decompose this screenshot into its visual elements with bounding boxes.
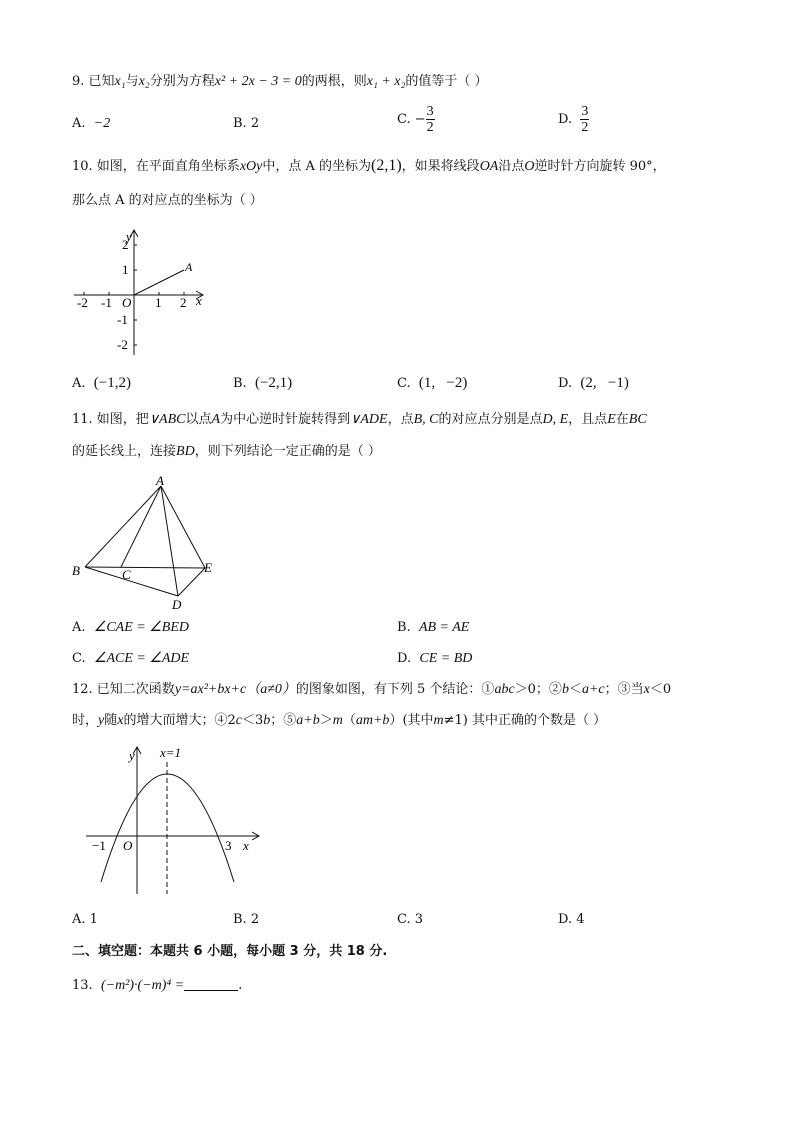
- vertex-a-label: A: [156, 474, 164, 488]
- y-axis-label: y: [129, 748, 135, 763]
- q9-option-a[interactable]: A. −2: [72, 116, 111, 131]
- left-root-label: −1: [92, 838, 106, 853]
- origin-label: O: [122, 295, 132, 310]
- q10-coordinate-graph: [70, 225, 210, 360]
- q10-option-a[interactable]: A. (−1,2): [72, 375, 131, 391]
- x-tick-label: 1: [155, 295, 162, 310]
- q12-option-a[interactable]: A. 1: [72, 912, 98, 927]
- x-tick-label: 2: [180, 295, 187, 310]
- q10-stem-line1: 10. 如图，在平面直角坐标系xOy中，点 A 的坐标为(2,1)，如果将线段OA沿点O逆时针方向旋转 90°，: [72, 157, 666, 174]
- q10-option-c[interactable]: C. (1, −2): [397, 375, 468, 391]
- q11-stem-line2: 的延长线上，连接BD，则下列结论一定正确的是（ ）: [72, 444, 381, 459]
- q9-x1: x₁: [114, 74, 126, 89]
- q13-stem: 13. (−m²)·(−m)⁴ = .: [72, 978, 243, 993]
- x-axis-label: x: [196, 293, 202, 308]
- q11-stem-line1: 11. 如图，把∨ABC以点A为中心逆时针旋转得到∨ADE，点B, C的对应点分别是点D, E，且点E在BC: [72, 412, 647, 427]
- y-axis-label: y: [126, 229, 132, 244]
- q11-triangle-figure: [68, 474, 228, 614]
- x-tick-label: -2: [77, 295, 88, 310]
- y-tick-label: 1: [122, 262, 129, 277]
- q11-option-a[interactable]: A. ∠CAE = ∠BED: [72, 620, 190, 635]
- segment-ab: [85, 486, 161, 567]
- q10-option-b[interactable]: B. (−2,1): [233, 375, 293, 391]
- q9-option-b[interactable]: B. 2: [233, 116, 260, 131]
- vertex-e-label: E: [204, 560, 212, 575]
- origin-label: O: [123, 838, 133, 853]
- q12-parabola-graph: [82, 740, 267, 900]
- vertex-c-label: C: [122, 567, 131, 582]
- vertex-b-label: B: [72, 563, 80, 578]
- q9-expr: x₁ + x₂: [366, 74, 406, 89]
- point-a-label: A: [185, 260, 193, 274]
- q13-expression: (−m²)·(−m)⁴ =: [100, 978, 185, 993]
- q12-stem-line2: 时，y随x的增大而增大；④2c＜3b；⑤a+b＞m（am+b）(其中m≠1) 其中正确的个数是（ ）: [72, 713, 607, 728]
- q9-option-d[interactable]: D. $\frac{3}{2}$: [558, 104, 589, 135]
- fraction: $\frac{3}{2}$: [581, 104, 589, 135]
- segment-oa: [134, 270, 184, 295]
- x-tick-label: -1: [101, 295, 112, 310]
- q11-option-b[interactable]: B. AB = AE: [397, 620, 470, 635]
- vertex-d-label: D: [172, 597, 182, 612]
- q12-option-d[interactable]: D. 4: [558, 912, 585, 927]
- segment-ac: [121, 486, 161, 567]
- symmetry-axis-label: x=1: [160, 745, 182, 760]
- answer-blank[interactable]: [184, 976, 238, 991]
- section-title: 二、填空题：本题共 6 小题，每小题 3 分，共 18 分.: [72, 944, 388, 959]
- q11-option-c[interactable]: C. ∠ACE = ∠ADE: [72, 651, 190, 666]
- q12-stem-line1: 12. 已知二次函数y=ax²+bx+c（a≠0）的图象如图，有下列 5 个结论：①abc＞0；②b＜a+c；③当x＜0: [72, 682, 672, 697]
- y-tick-label: -1: [117, 312, 128, 327]
- q10-stem-line2: 那么点 A 的对应点的坐标为（ ）: [72, 193, 263, 208]
- right-root-label: 3: [225, 838, 232, 853]
- q9-x2: x₂: [138, 74, 150, 89]
- segment-de: [178, 568, 205, 596]
- q12-option-b[interactable]: B. 2: [233, 912, 260, 927]
- q9-equation: x² + 2x − 3 = 0: [214, 74, 302, 89]
- y-tick-label: -2: [117, 337, 128, 352]
- q10-option-d[interactable]: D. (2, −1): [558, 375, 629, 391]
- segment-bd: [85, 567, 178, 596]
- y-tick-label: 2: [122, 237, 129, 252]
- fraction: $\frac{3}{2}$: [426, 104, 434, 135]
- q12-option-c[interactable]: C. 3: [397, 912, 424, 927]
- q9-option-c[interactable]: C. − $\frac{3}{2}$: [397, 104, 434, 135]
- q9-stem: 9. 已知x₁与x₂分别为方程x² + 2x − 3 = 0的两根，则x₁ + x₂的值等于（ ）: [72, 74, 488, 89]
- x-axis-label: x: [243, 838, 249, 853]
- q11-option-d[interactable]: D. CE = BD: [397, 651, 473, 666]
- segment-be: [85, 567, 205, 568]
